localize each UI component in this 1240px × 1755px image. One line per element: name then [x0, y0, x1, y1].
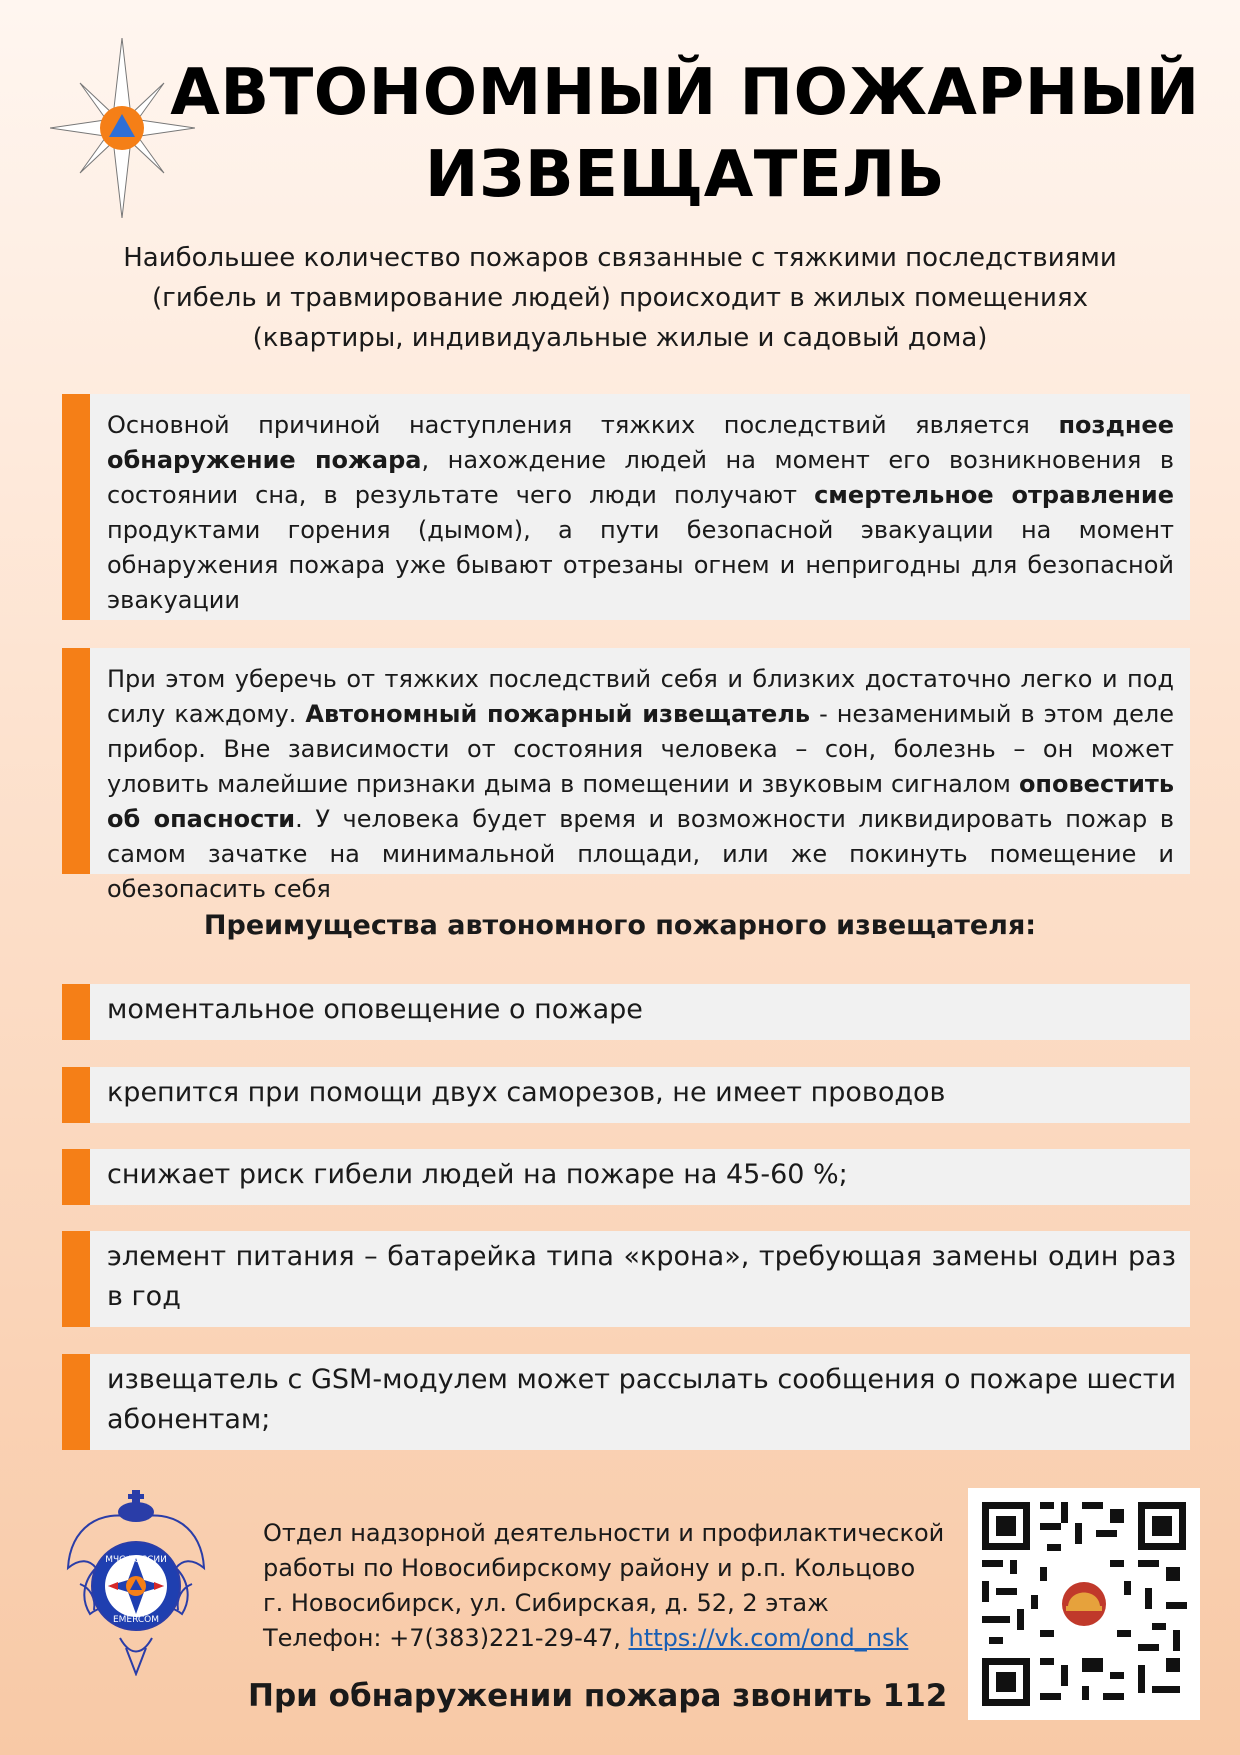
department-info	[263, 1516, 944, 1656]
department-phone: Телефон: +7(383)221-29-47, https://vk.com/ond_nsk	[263, 1624, 909, 1652]
detector-paragraph: При этом уберечь от тяжких последствий себя и близких достаточно легко и под силу каждому. Автономный пожарный извещатель - незаменимый в этом деле прибор. Вне зависимости от состояния человека – сон, болезнь – он может уловить малейшие признаки дыма в помещении и звуковым сигналом оповестить об опасности. У человека будет время и возможности ликвидировать пожар в самом зачатке на минимальной площади, или же покинуть помещение и обезопасить себя	[107, 665, 1175, 903]
intro-line-3: (квартиры, индивидуальные жилые и садовый дома)	[252, 323, 988, 353]
title-line-1: АВТОНОМНЫЙ ПОЖАРНЫЙ	[170, 56, 1200, 130]
cause-block	[62, 394, 1190, 620]
emergency-call-text: При обнаружении пожара звонить 112	[248, 1678, 948, 1714]
advantage-item: моментальное оповещение о пожаре	[62, 984, 1190, 1040]
emblem-bottom-text: EMERCOM	[112, 1615, 160, 1625]
intro-line-1: Наибольшее количество пожаров связанные с тяжкими последствиями	[123, 243, 1117, 273]
department-name-line-2: работы по Новосибирскому району и р.п. Кольцово	[263, 1554, 916, 1582]
fatal-poisoning-emphasis: смертельное отравление	[814, 481, 1174, 509]
page-title	[150, 52, 1220, 216]
cause-paragraph: Основной причиной наступления тяжких последствий является позднее обнаружение пожара, нахождение людей на момент его возникновения в состоянии сна, в результате чего люди получают смертельное отравление продуктами горения (дымом), а пути безопасной эвакуации на момент обнаружения пожара уже бывают отрезаны огнем и непригодны для безопасной эвакуации	[107, 411, 1175, 614]
advantage-item: элемент питания – батарейка типа «крона», требующая замены один раз в год	[62, 1231, 1190, 1327]
advantage-item: извещатель с GSM-модулем может рассылать сообщения о пожаре шести абонентам;	[62, 1354, 1190, 1450]
late-detection-emphasis: позднее обнаружение пожара	[107, 411, 1174, 474]
emercom-emblem	[60, 1488, 212, 1676]
intro-text	[60, 238, 1180, 358]
detector-block	[62, 648, 1190, 903]
advantage-item: крепится при помощи двух саморезов, не имеет проводов	[62, 1067, 1190, 1123]
vk-link[interactable]: https://vk.com/ond_nsk	[628, 1624, 909, 1652]
advantage-item: снижает риск гибели людей на пожаре на 45-60 %;	[62, 1149, 1190, 1205]
emblem-top-text: МЧС РОССИИ	[105, 1555, 167, 1565]
department-address: г. Новосибирск, ул. Сибирская, д. 52, 2 этаж	[263, 1589, 829, 1617]
advantages-heading: Преимущества автономного пожарного извещателя:	[203, 910, 1037, 941]
alert-emphasis: оповестить об опасности	[107, 770, 1174, 833]
department-name-line-1: Отдел надзорной деятельности и профилактической	[263, 1519, 945, 1547]
intro-line-2: (гибель и травмирование людей) происходит в жилых помещениях	[152, 283, 1088, 313]
detector-emphasis: Автономный пожарный извещатель	[305, 700, 811, 728]
title-line-2: ИЗВЕЩАТЕЛЬ	[424, 138, 946, 212]
qr-code[interactable]	[968, 1488, 1200, 1720]
